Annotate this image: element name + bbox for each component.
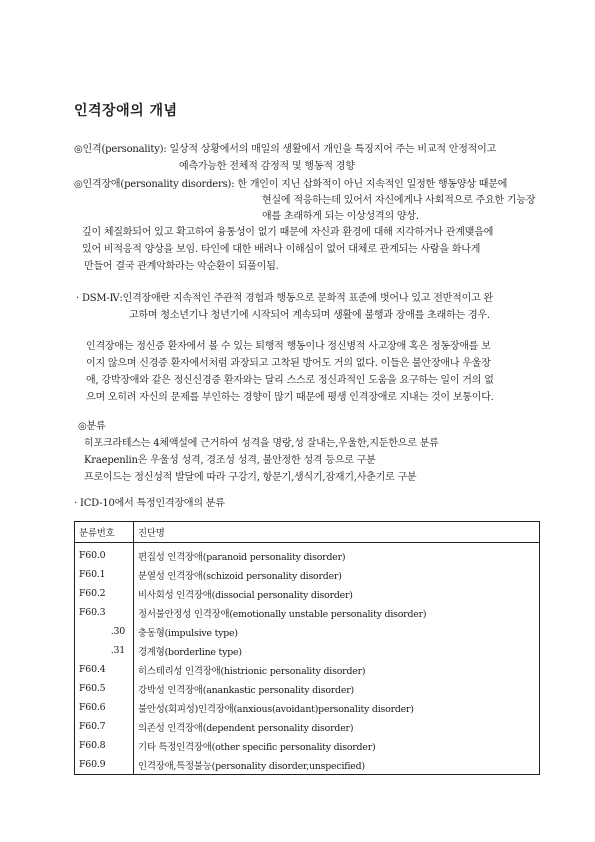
def-personality-line2: 예측가능한 전체적 감정적 및 행동적 경향 bbox=[179, 161, 355, 172]
table-row bbox=[75, 622, 540, 641]
icd-header-code: 분류번호 bbox=[75, 522, 134, 543]
icd-code: F60.9 bbox=[75, 755, 134, 775]
classification-line: Kraepenlin은 우울성 성격, 경조성 성격, 불안정한 성격 등으로 구분 bbox=[84, 455, 376, 466]
para2-line: 애, 강박장애와 같은 정신신경증 환자와는 달리 스스로 정신과적인 도움을 요구하는 일이 거의 없 bbox=[86, 375, 494, 386]
icd-name: 비사회성 인격장애(dissocial personality disorder) bbox=[134, 584, 540, 603]
table-row bbox=[75, 543, 540, 566]
icd-code: F60.7 bbox=[75, 717, 134, 736]
icd-code: .31 bbox=[75, 641, 134, 660]
para2-line: 인격장애는 정신증 환자에서 볼 수 있는 퇴행적 행동이나 정신병적 사고장애 혹은 정동장애를 보 bbox=[86, 341, 491, 352]
table-row bbox=[75, 565, 540, 584]
icd-name: 불안성(회피성)인격장애(anxious(avoidant)personality disorder) bbox=[134, 698, 540, 717]
def-disorder-line3: 애를 초래하게 되는 이상성격의 양상. bbox=[262, 211, 419, 222]
table-row bbox=[75, 603, 540, 622]
dsm-line2: 고하며 청소년기나 청년기에 시작되어 계속되며 생활에 불행과 장애를 초래하는 경우. bbox=[129, 310, 490, 321]
icd-name: 분열성 인격장애(schizoid personality disorder) bbox=[134, 565, 540, 584]
para2-line: 으며 오히려 자신의 문제를 부인하는 경향이 많기 때문에 평생 인격장애로 지내는 것이 보통이다. bbox=[86, 392, 494, 403]
table-row bbox=[75, 679, 540, 698]
icd-code: F60.4 bbox=[75, 660, 134, 679]
icd-name: 강박성 인격장애(anankastic personality disorder) bbox=[134, 679, 540, 698]
icd-name: 충동형(impulsive type) bbox=[134, 622, 540, 641]
table-row bbox=[75, 698, 540, 717]
icd-code: F60.6 bbox=[75, 698, 134, 717]
icd-code: F60.1 bbox=[75, 565, 134, 584]
icd-heading: · ICD-10에서 특정인격장애의 분류 bbox=[74, 498, 225, 509]
icd-code: F60.8 bbox=[75, 736, 134, 755]
classification-heading: ◎분류 bbox=[78, 421, 106, 432]
def-para-line: 깊이 체질화되어 있고 확고하여 융통성이 없기 때문에 자신과 환경에 대해 지각하거나 관계맺음에 bbox=[82, 227, 494, 238]
table-row bbox=[75, 717, 540, 736]
icd-name: 편집성 인격장애(paranoid personality disorder) bbox=[134, 543, 540, 566]
def-para-line: 만들어 결국 관계악화라는 악순환이 되풀이됨. bbox=[84, 261, 279, 272]
def-disorder-line2: 현실에 적응하는데 있어서 자신에게나 사회적으로 주요한 기능장 bbox=[262, 195, 536, 206]
icd-code: F60.0 bbox=[75, 543, 134, 566]
def-disorder-line1: ◎인격장애(personality disorders): 한 개인이 지닌 삽화적이 아닌 지속적인 일정한 행동양상 때문에 bbox=[74, 179, 508, 190]
para2-line: 이지 않으며 신경증 환자에서처럼 과장되고 고착된 방어도 거의 없다. 이들은 불안장애나 우울장 bbox=[86, 358, 491, 369]
icd-name: 히스테리성 인격장애(histrionic personality disorder) bbox=[134, 660, 540, 679]
icd-name: 의존성 인격장애(dependent personality disorder) bbox=[134, 717, 540, 736]
table-row bbox=[75, 755, 540, 775]
icd-name: 경계형(borderline type) bbox=[134, 641, 540, 660]
dsm-line1: · DSM-Ⅳ:인격장애란 지속적인 주관적 경험과 행동으로 문화적 표준에 벗어나 있고 전반적이고 완 bbox=[76, 293, 493, 304]
def-personality-line1: ◎인격(personality): 일상적 상황에서의 매일의 생활에서 개인을 특징지어 주는 비교적 안정적이고 bbox=[74, 144, 497, 155]
classification-line: 프로이드는 정신성적 발달에 따라 구강기, 항문기,생식기,잠재기,사춘기로 구분 bbox=[84, 472, 417, 483]
icd-code: F60.3 bbox=[75, 603, 134, 622]
classification-line: 히포크라테스는 4체액설에 근거하여 성격을 명랑,성 잘내는,우울한,지둔한으로 분류 bbox=[84, 438, 439, 449]
icd-name: 기타 특정인격장애(other specific personality disorder) bbox=[134, 736, 540, 755]
icd-code: F60.5 bbox=[75, 679, 134, 698]
icd-name: 인격장애,특정불능(personality disorder,unspecified) bbox=[134, 755, 540, 775]
icd-code: F60.2 bbox=[75, 584, 134, 603]
table-row bbox=[75, 660, 540, 679]
table-row bbox=[75, 736, 540, 755]
icd-table bbox=[74, 521, 540, 775]
table-row bbox=[75, 584, 540, 603]
icd-table-header-row bbox=[75, 522, 540, 543]
icd-name: 정서불안정성 인격장애(emotionally unstable personality disorder) bbox=[134, 603, 540, 622]
icd-header-name: 진단명 bbox=[134, 522, 540, 543]
def-para-line: 있어 비적응적 양상을 보임. 타인에 대한 배려나 이해심이 없어 대체로 관계되는 사람을 화나게 bbox=[82, 244, 481, 255]
icd-code: .30 bbox=[75, 622, 134, 641]
page-title: 인격장애의 개념 bbox=[74, 103, 178, 119]
table-row bbox=[75, 641, 540, 660]
